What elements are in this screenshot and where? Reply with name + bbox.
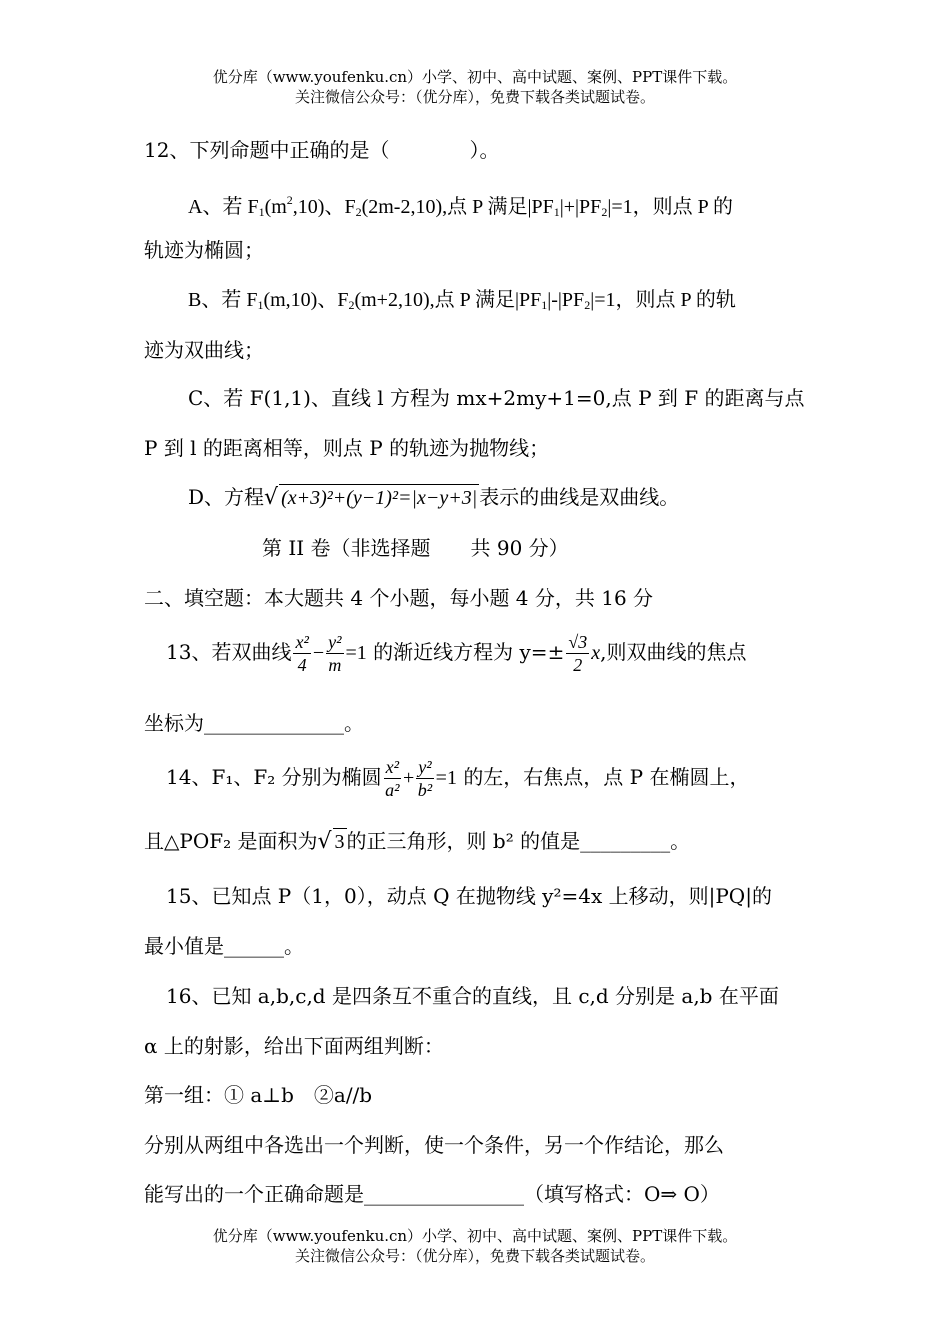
q15-line1: 15、已知点 P（1，0），动点 Q 在抛物线 y²=4x 上移动，则|PQ|的 [166,884,772,908]
q12-option-b-line2: 迹为双曲线； [144,338,264,362]
q13-suffix: ,则双曲线的焦点 [600,640,747,664]
q12-d-expression: (x+3)²+(y−1)²=|x−y+3| [279,484,479,511]
q14-line2: 且△POF₂ 是面积为√ 3 的正三角形，则 b² 的值是_________。 [144,829,691,854]
page-header [0,67,950,107]
header-line-2: 关注微信公众号：（优分库），免费下载各类试题试卷。 [294,88,655,106]
q12-a-prefix: A、若 F [188,196,259,218]
fill-in-section-title: 二、填空题：本大题共 4 个小题，每小题 4 分，共 16 分 [144,586,654,610]
q12-option-a-line1: A、若 $F_1(m^2,10)$、$F_2(2m-2,10)$,点 P 满足$|PF_1|+|PF_2|=1$，则点 P 的 [188,193,733,219]
q14-prefix: 14、F₁、F₂ 分别为椭圆 [166,765,382,789]
footer-line-1: 优分库（www.youfenku.cn）小学、初中、高中试题、案例、PPT课件下载。 [212,1227,738,1245]
q14-fraction-y: $\frac{\text{y²}}{\text{b²}}$ [417,757,433,800]
q15-line2: 最小值是______。 [144,934,304,958]
header-line-1: 优分库（www.youfenku.cn）小学、初中、高中试题、案例、PPT课件下载。 [212,68,738,86]
q12-option-d: D、方程√ (x+3)²+(y−1)²=|x−y+3| 表示的曲线是双曲线。 [188,485,680,510]
q12-option-a-line2: 轨迹为椭圆； [144,238,264,262]
footer-line-2: 关注微信公众号：（优分库），免费下载各类试题试卷。 [294,1247,655,1265]
q13-mid: 的渐近线方程为 y=± [373,640,565,664]
page-footer [0,1226,950,1266]
q12-d-suffix: 表示的曲线是双曲线。 [479,485,680,509]
q13-line2: 坐标为______________。 [144,711,364,735]
q16-line2: α 上的射影，给出下面两组判断： [144,1034,444,1058]
q12-d-prefix: D、方程 [188,485,265,509]
q13-fraction-y: $\frac{\text{y²}}{m}$ [328,632,342,675]
q14-l2-prefix: 且△POF₂ 是面积为 [144,829,318,853]
q12-option-b-line1: B、若 $F_1(m,10)$、$F_2(m+2,10)$,点 P 满足$|PF_1|-|PF_2|=1$，则点 P 的轨 [188,289,736,312]
q12-stem: 12、下列命题中正确的是（ ）。 [144,138,500,162]
q16-line4: 分别从两组中各选出一个判断，使一个条件，另一个作结论，那么 [144,1133,724,1157]
q14-line1: 14、F₁、F₂ 分别为椭圆 $\frac{\text{x²}}{\text{a²}}$ + $\frac{\text{y²}}{\text{b²}}$ =1 的左，右焦点，点 P 在椭圆上， [166,757,750,800]
q16-line3: 第一组：① a⊥b ②a//b [144,1083,373,1107]
q14-equals-one: =1 [435,767,457,789]
q14-suffix: 的左，右焦点，点 P 在椭圆上， [463,765,750,789]
q14-fraction-x: $\frac{\text{x²}}{\text{a²}}$ [385,757,400,800]
section-2-title: 第 II 卷（非选择题 共 90 分） [262,536,569,560]
q16-line1: 16、已知 a,b,c,d 是四条互不重合的直线，且 c,d 分别是 a,b 在平面 [166,984,779,1008]
q13-line1: 13、若双曲线 $\frac{\text{x²}}{4}$ − $\frac{\text{y²}}{m}$ =1 的渐近线方程为 y=± $\frac{√3}{2}$ x,则双曲线的焦点 [166,632,747,675]
q12-option-c-line1: C、若 F(1,1)、直线 l 方程为 mx+2my+1=0,点 P 到 F 的距离与点 [188,386,805,410]
q13-slope-var: x [591,642,601,664]
q13-fraction-x: $\frac{\text{x²}}{4}$ [295,632,309,675]
q13-slope: $\frac{√3}{2}$ [568,632,588,675]
q13-equals-one: =1 [345,642,367,664]
q14-l2-suffix: 的正三角形，则 b² 的值是_________。 [346,829,691,853]
q16-line5: 能写出的一个正确命题是________________（填写格式：O⇒ O） [144,1182,720,1206]
q12-option-c-line2: P 到 l 的距离相等，则点 P 的轨迹为抛物线； [144,436,550,460]
q13-prefix: 13、若双曲线 [166,640,292,664]
q14-sqrt-value: 3 [333,828,347,855]
q12-b-prefix: B、若 F [188,289,258,311]
